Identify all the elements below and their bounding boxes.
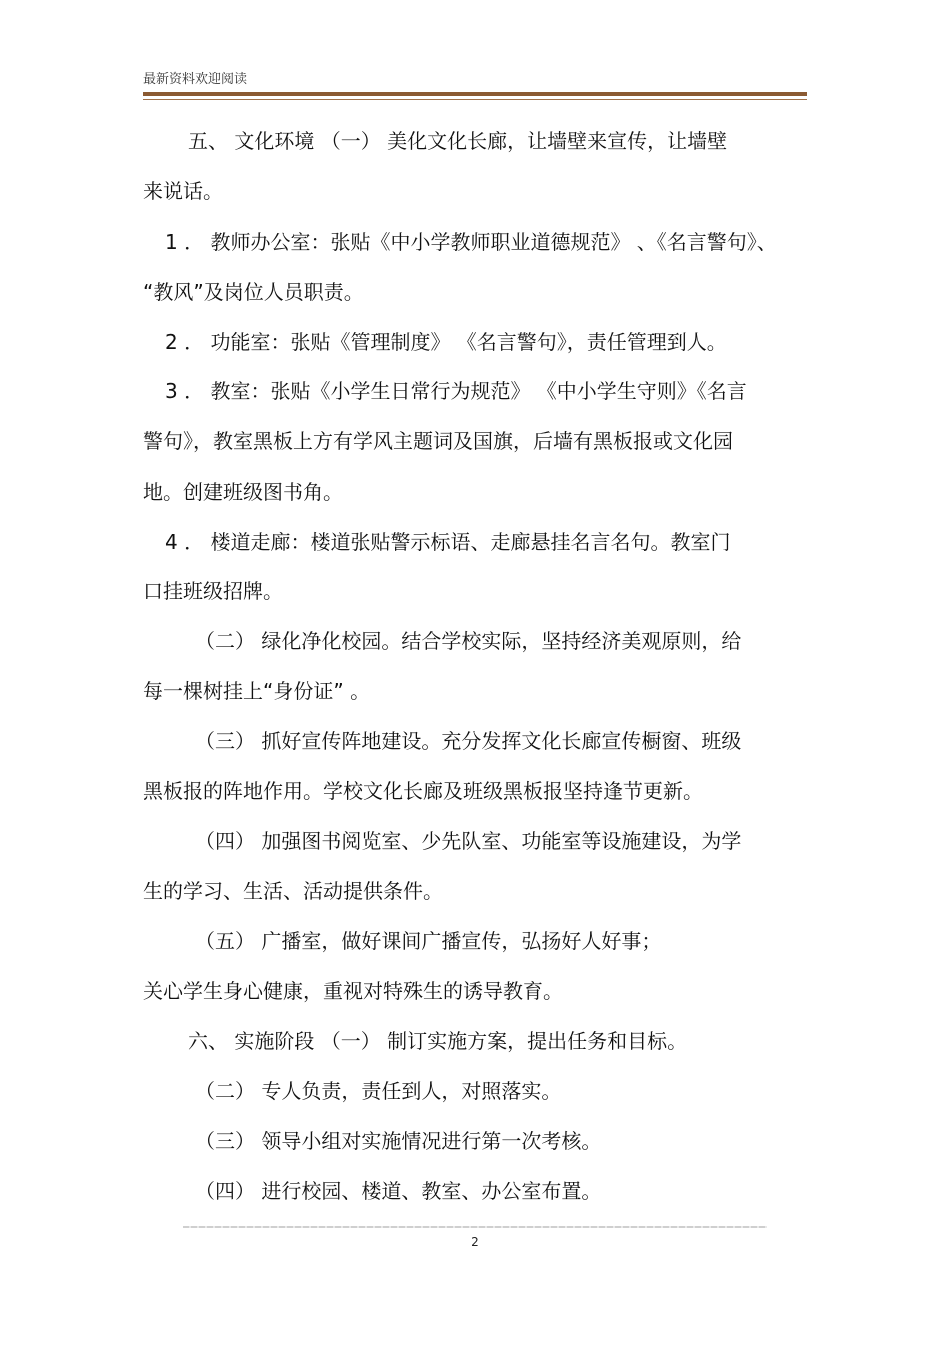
body-line: 五、 文化环境 （一） 美化文化长廊，让墙壁来宣传，让墙壁 [188, 129, 728, 153]
body-line: （五） 广播室，做好课间广播宣传，弘扬好人好事； [195, 929, 662, 953]
body-line: 2 ． 功能室：张贴《管理制度》 《名言警句》，责任管理到人。 [165, 330, 727, 354]
body-line: 来说话。 [143, 179, 223, 203]
body-line: 口挂班级招牌。 [143, 579, 283, 603]
header-divider [143, 92, 807, 96]
page-number: 2 [471, 1235, 479, 1249]
body-line: 警句》，教室黑板上方有学风主题词及国旗，后墙有黑板报或文化园 [143, 429, 733, 453]
body-line: （二） 专人负责，责任到人，对照落实。 [195, 1079, 562, 1103]
body-line: 地。创建班级图书角。 [143, 480, 343, 504]
body-line: （二） 绿化净化校园。结合学校实际，坚持经济美观原则，给 [195, 629, 742, 653]
body-line: 六、 实施阶段 （一） 制订实施方案，提出任务和目标。 [188, 1029, 688, 1053]
body-line: “教风”及岗位人员职责。 [143, 280, 364, 304]
body-line: 4 ． 楼道走廊：楼道张贴警示标语、走廊悬挂名言名句。教室门 [165, 530, 731, 554]
body-line: 生的学习、生活、活动提供条件。 [143, 879, 443, 903]
body-line: 1 ． 教师办公室：张贴《中小学教师职业道德规范》 、《名言警句》、 [165, 230, 777, 254]
body-line: 每一棵树挂上“身份证” 。 [143, 679, 371, 703]
body-line: （三） 抓好宣传阵地建设。充分发挥文化长廊宣传橱窗、班级 [195, 729, 742, 753]
footer-divider [183, 1226, 767, 1228]
body-line: （三） 领导小组对实施情况进行第一次考核。 [195, 1129, 602, 1153]
body-line: （四） 加强图书阅览室、少先队室、功能室等设施建设，为学 [195, 829, 742, 853]
header-divider-thin [143, 99, 807, 100]
body-line: （四） 进行校园、楼道、教室、办公室布置。 [195, 1179, 602, 1203]
body-line: 3 ． 教室：张贴《小学生日常行为规范》 《中小学生守则》《名言 [165, 379, 747, 403]
body-line: 黑板报的阵地作用。学校文化长廊及班级黑板报坚持逢节更新。 [143, 779, 703, 803]
header-title: 最新资料欢迎阅读 [143, 72, 248, 87]
body-line: 关心学生身心健康，重视对特殊生的诱导教育。 [143, 979, 563, 1003]
